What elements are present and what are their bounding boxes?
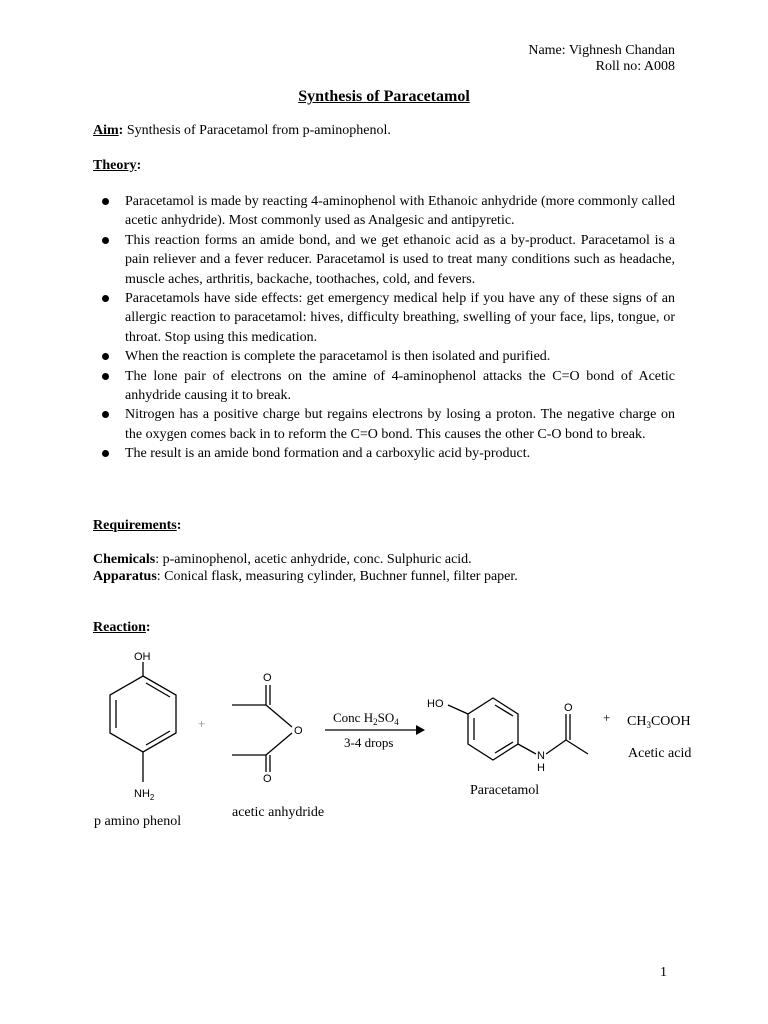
list-item: When the reaction is complete the paracetamol is then isolated and purified.: [93, 347, 675, 366]
aim-section: Aim: Synthesis of Paracetamol from p-aminophenol.: [93, 123, 391, 138]
bullet-icon: [102, 198, 109, 205]
list-item: Paracetamols have side effects: get emergency medical help if you have any of these signs of an allergic reaction to paracetamol: hives, difficulty breathing, swelling of your face, lips, tongue, or throat. Stop using this medication.: [93, 289, 675, 347]
theory-label: Theory: [93, 158, 137, 173]
requirements-label: Requirements: [93, 518, 177, 533]
theory-list: [93, 192, 675, 464]
acetic-acid-name: Acetic acid: [628, 746, 692, 761]
list-item: Paracetamol is made by reacting 4-aminophenol with Ethanoic anhydride (more commonly called acetic anhydride). Most commonly used as Analgesic and antipyretic.: [93, 192, 675, 231]
reaction-scheme: [0, 630, 768, 840]
list-item: The lone pair of electrons on the amine of 4-aminophenol attacks the C=O bond of Acetic anhydride causing it to break.: [93, 367, 675, 406]
bullet-icon: [102, 237, 109, 244]
reaction-condition: Conc $H_2SO_4$: [333, 710, 399, 727]
apparatus-line: [93, 567, 675, 586]
document-title: Synthesis of Paracetamol: [298, 88, 470, 105]
arrow-head-icon: [416, 725, 425, 735]
chemicals-text: : p-aminophenol, acetic anhydride, conc. Sulphuric acid.: [155, 552, 472, 567]
student-name: Name: Vighnesh Chandan: [528, 43, 675, 58]
apparatus-label: Apparatus: [93, 569, 157, 584]
author-header: [528, 43, 675, 75]
acetic-acid-formula: $CH_3COOH$: [627, 714, 691, 730]
bullet-icon: [102, 353, 109, 360]
carbonyl-oxygen-top: O: [263, 672, 272, 684]
list-item: This reaction forms an amide bond, and we get ethanoic acid as a by-product. Paracetamol is a pain reliever and a fever reducer. Paracetamol is used to treat many conditions such as headache, muscle aches, arthritis, backache, toothaches, cold, and fevers.: [93, 231, 675, 289]
amide-oxygen: O: [564, 702, 573, 714]
bullet-icon: [102, 295, 109, 302]
aim-label: Aim: [93, 123, 119, 138]
hydroxyl-label: OH: [134, 651, 151, 663]
anhydride-name: acetic anhydride: [232, 805, 325, 820]
carbonyl-oxygen-bottom: O: [263, 773, 272, 785]
page-number: 1: [660, 965, 667, 980]
bullet-icon: [102, 373, 109, 380]
bridge-oxygen: O: [294, 725, 303, 737]
reaction-heading: Reaction:: [93, 620, 151, 635]
reaction-label: Reaction: [93, 620, 146, 635]
chemicals-label: Chemicals: [93, 552, 156, 567]
bullet-icon: [102, 450, 109, 457]
plus-sign: +: [198, 716, 206, 731]
amide-nitrogen: N: [537, 750, 545, 762]
amine-label: $NH_2$: [134, 788, 155, 802]
paracetamol-ring: [468, 698, 518, 760]
bullet-icon: [102, 411, 109, 418]
aminophenol-ring: [110, 676, 176, 752]
list-item: The result is an amide bond formation and a carboxylic acid by-product.: [93, 444, 675, 463]
requirements-heading: Requirements:: [93, 518, 182, 533]
plus-sign: +: [603, 710, 611, 725]
paracetamol-name: Paracetamol: [470, 783, 540, 798]
paracetamol-hydroxyl: HO: [427, 698, 444, 710]
amide-hydrogen: H: [537, 762, 545, 774]
apparatus-text: : Conical flask, measuring cylinder, Buchner funnel, filter paper.: [156, 569, 518, 584]
reaction-drops: 3-4 drops: [344, 735, 394, 750]
roll-number: Roll no: A008: [595, 59, 675, 74]
aminophenol-name: p amino phenol: [94, 814, 182, 829]
list-item: Nitrogen has a positive charge but regains electrons by losing a proton. The negative charge on the oxygen comes back in to reform the C=O bond. This causes the other C-O bond to break.: [93, 405, 675, 444]
aim-text: Synthesis of Paracetamol from p-aminophenol.: [123, 123, 391, 138]
theory-heading: Theory:: [93, 158, 142, 173]
